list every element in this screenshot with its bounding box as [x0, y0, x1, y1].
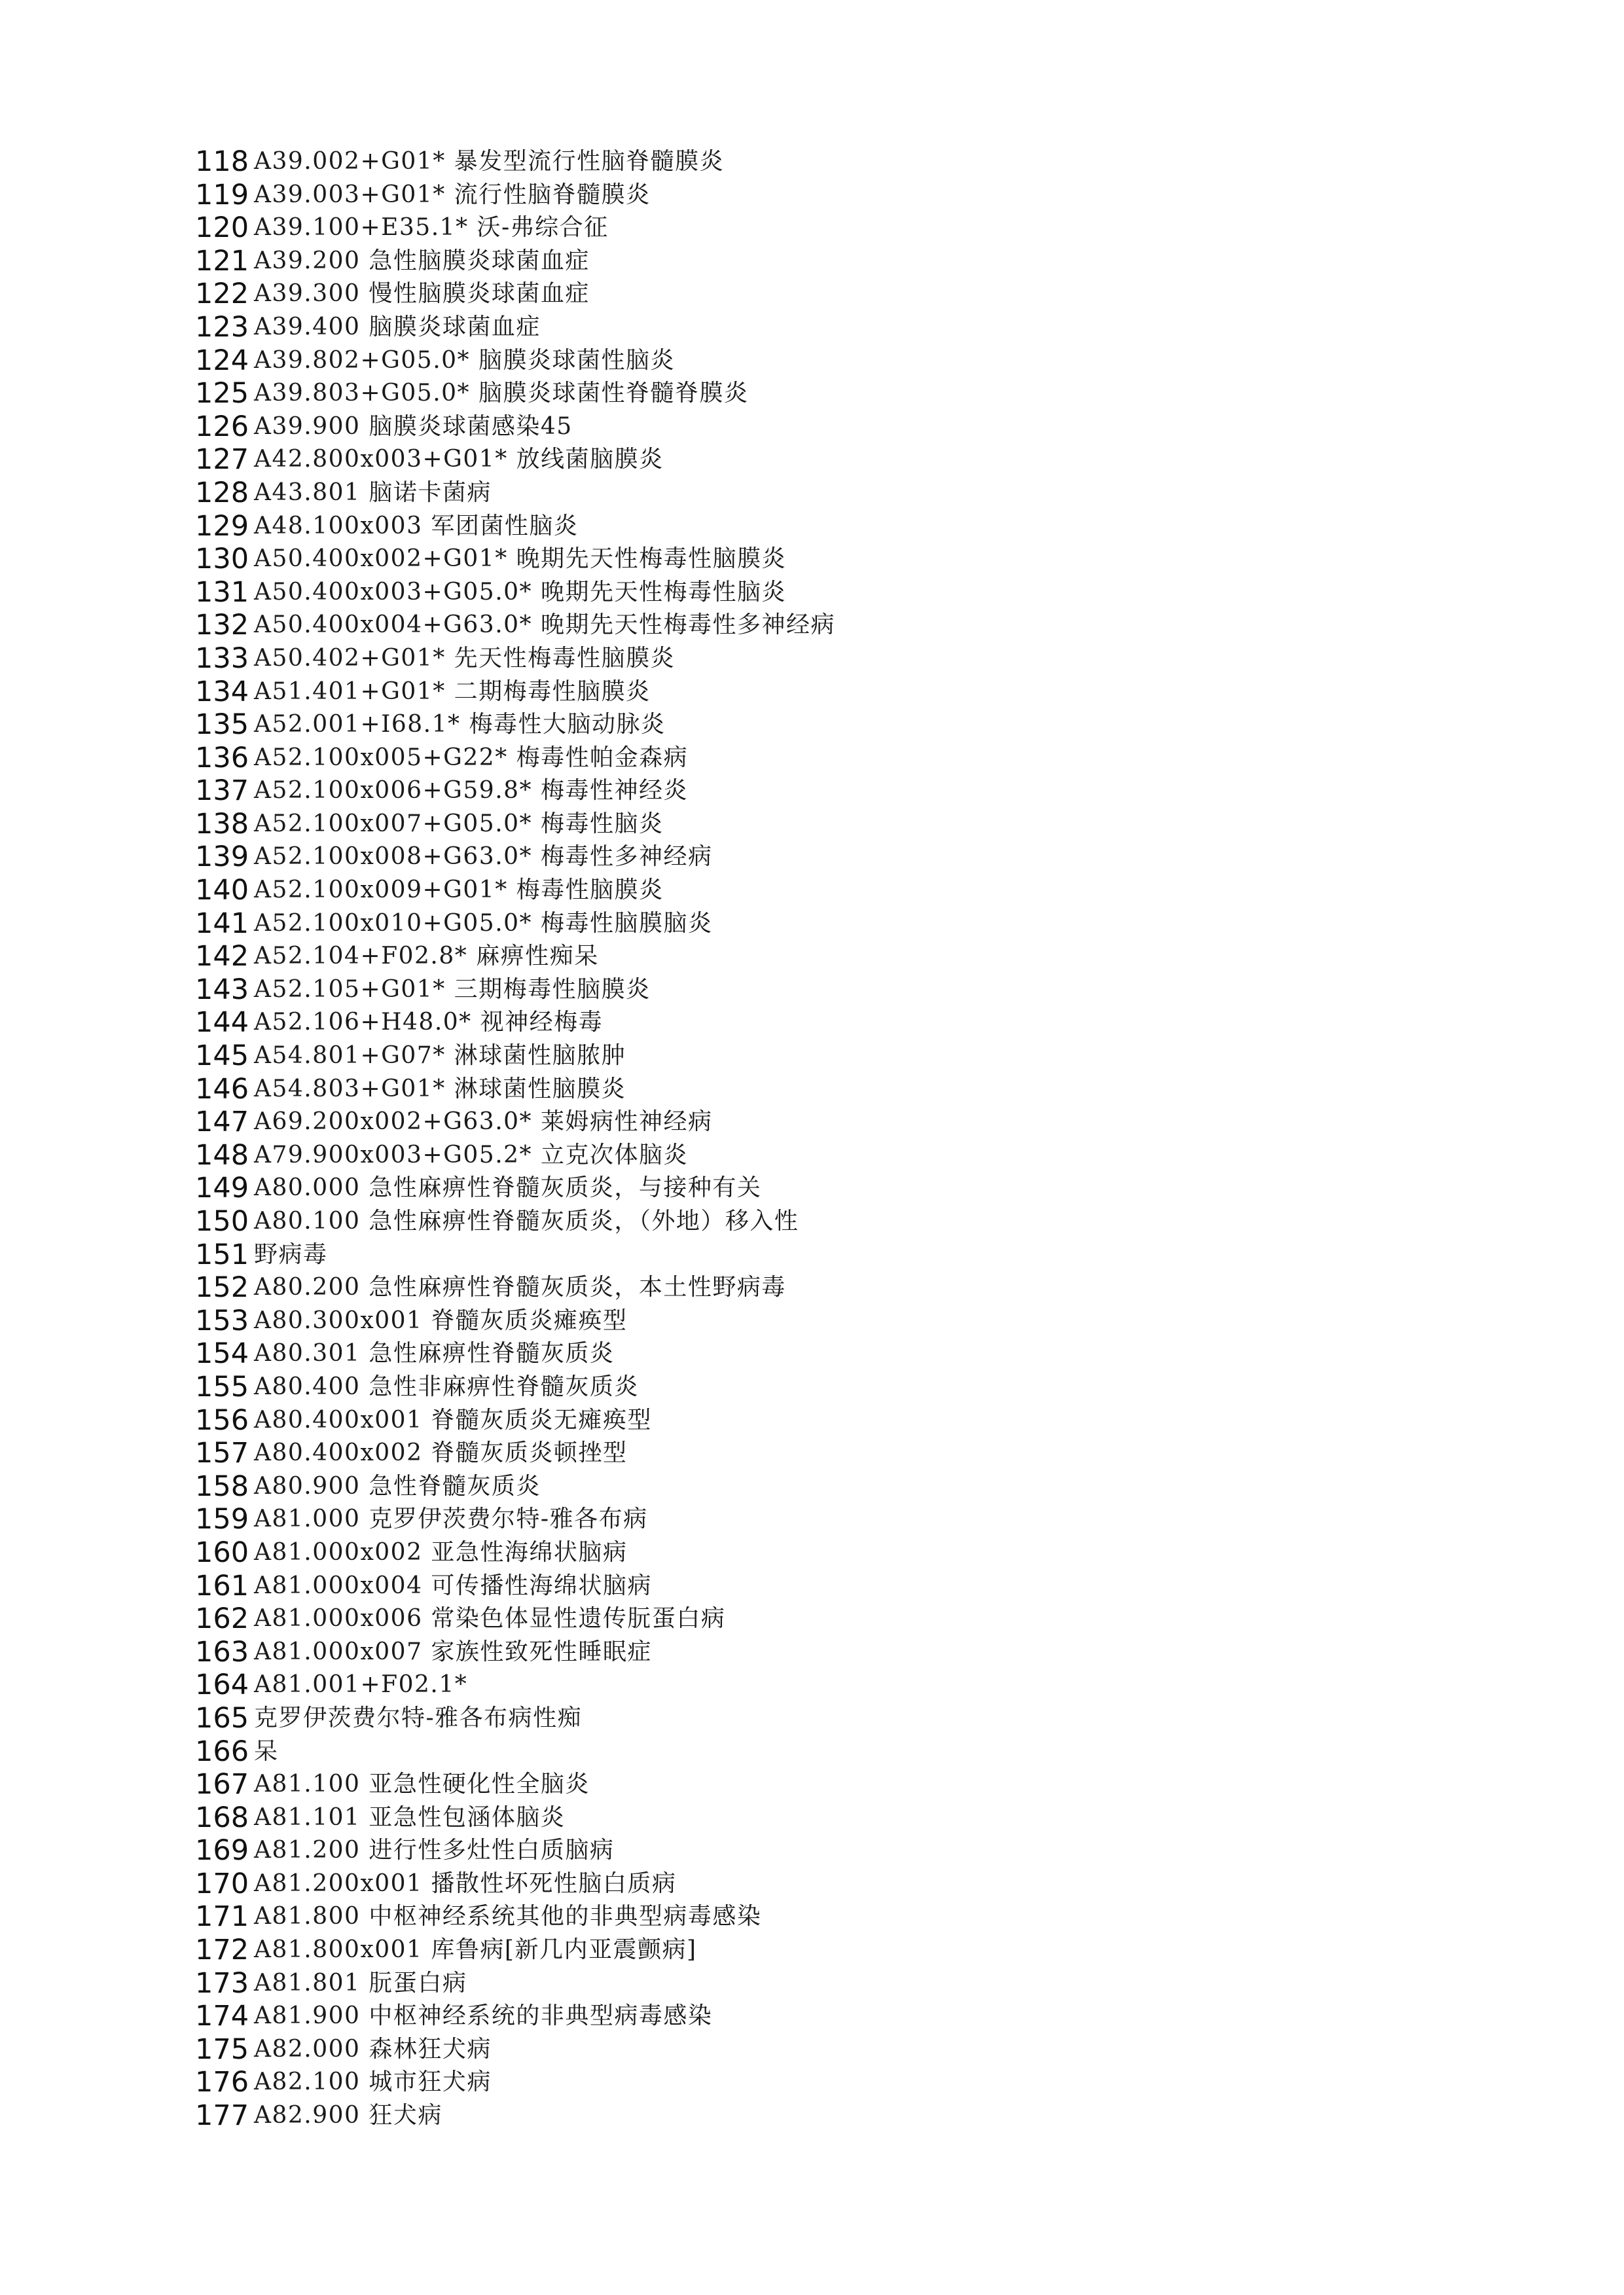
list-item: [195, 1868, 835, 1901]
line-number: 127: [195, 443, 249, 477]
line-number: 142: [195, 940, 249, 973]
diagnosis-entry-text: A80.200 急性麻痹性脊髓灰质炎，本土性野病毒: [254, 1274, 786, 1301]
list-item: [195, 609, 835, 642]
list-item: [195, 1768, 835, 1801]
diagnosis-entry-text: A52.100x006+G59.8* 梅毒性神经炎: [254, 777, 689, 804]
list-item: [195, 1073, 835, 1106]
list-item: [195, 1669, 835, 1702]
diagnosis-entry-text: A80.400 急性非麻痹性脊髓灰质炎: [254, 1373, 639, 1400]
line-number: 163: [195, 1635, 249, 1669]
line-number: 120: [195, 211, 249, 245]
diagnosis-entry-text: A52.001+I68.1* 梅毒性大脑动脉炎: [254, 711, 666, 738]
line-number: 140: [195, 874, 249, 907]
line-number: 141: [195, 907, 249, 940]
list-item: [195, 840, 835, 874]
diagnosis-entry-text: A52.100x005+G22* 梅毒性帕金森病: [254, 744, 689, 771]
line-number: 134: [195, 675, 249, 708]
diagnosis-entry-text: A39.003+G01* 流行性脑脊髓膜炎: [254, 181, 651, 208]
line-number: 138: [195, 807, 249, 840]
list-item: [195, 510, 835, 543]
list-item: [195, 1371, 835, 1404]
line-number: 161: [195, 1569, 249, 1602]
line-number: 145: [195, 1039, 249, 1073]
line-number: 139: [195, 840, 249, 874]
diagnosis-entry-text: A81.200x001 播散性坏死性脑白质病: [254, 1870, 677, 1897]
diagnosis-entry-text: A39.400 脑膜炎球菌血症: [254, 313, 541, 340]
list-item: [195, 742, 835, 775]
line-number: 157: [195, 1437, 249, 1470]
line-number: 122: [195, 278, 249, 311]
line-number: 162: [195, 1602, 249, 1636]
list-item: [195, 1536, 835, 1570]
diagnosis-entry-text: A52.100x007+G05.0* 梅毒性脑炎: [254, 810, 664, 837]
line-number: 165: [195, 1701, 249, 1735]
diagnosis-entry-text: A39.802+G05.0* 脑膜炎球菌性脑炎: [254, 346, 675, 374]
line-number: 164: [195, 1669, 249, 1702]
diagnosis-entry-text: A81.900 中枢神经系统的非典型病毒感染: [254, 2002, 713, 2030]
diagnosis-entry-text: 呆: [254, 1737, 279, 1765]
diagnosis-entry-text: A69.200x002+G63.0* 莱姆病性神经病: [254, 1108, 713, 1136]
list-item: [195, 576, 835, 609]
line-number: 136: [195, 741, 249, 774]
diagnosis-entry-text: A81.801 朊蛋白病: [254, 1969, 467, 1997]
line-number: 132: [195, 609, 249, 642]
list-item: [195, 1139, 835, 1172]
list-item: [195, 179, 835, 212]
line-number: 125: [195, 377, 249, 410]
list-item: [195, 2066, 835, 2099]
diagnosis-entry-text: A43.801 脑诺卡菌病: [254, 479, 492, 506]
list-item: [195, 2099, 835, 2133]
line-number: 118: [195, 145, 249, 178]
diagnosis-entry-text: A80.900 急性脊髓灰质炎: [254, 1472, 541, 1500]
diagnosis-code-list: [195, 145, 835, 2133]
diagnosis-entry-text: A39.803+G05.0* 脑膜炎球菌性脊髓脊膜炎: [254, 380, 749, 407]
line-number: 174: [195, 2000, 249, 2033]
diagnosis-entry-text: A51.401+G01* 二期梅毒性脑膜炎: [254, 678, 651, 705]
list-item: [195, 1470, 835, 1504]
diagnosis-entry-text: A39.200 急性脑膜炎球菌血症: [254, 247, 590, 274]
line-number: 160: [195, 1536, 249, 1569]
line-number: 173: [195, 1966, 249, 2000]
diagnosis-entry-text: A80.301 急性麻痹性脊髓灰质炎: [254, 1340, 615, 1367]
line-number: 130: [195, 543, 249, 576]
diagnosis-entry-text: A81.200 进行性多灶性白质脑病: [254, 1837, 615, 1864]
diagnosis-entry-text: A80.400x002 脊髓灰质炎顿挫型: [254, 1439, 628, 1467]
line-number: 124: [195, 344, 249, 377]
line-number: 167: [195, 1768, 249, 1801]
list-item: [195, 774, 835, 808]
line-number: 148: [195, 1138, 249, 1172]
line-number: 175: [195, 2033, 249, 2066]
diagnosis-entry-text: A52.100x009+G01* 梅毒性脑膜炎: [254, 876, 664, 904]
list-item: [195, 211, 835, 245]
diagnosis-entry-text: A81.000x004 可传播性海绵状脑病: [254, 1572, 652, 1599]
line-number: 155: [195, 1370, 249, 1403]
line-number: 133: [195, 642, 249, 675]
line-number: 147: [195, 1106, 249, 1139]
line-number: 149: [195, 1172, 249, 1205]
diagnosis-entry-text: A50.400x003+G05.0* 晚期先天性梅毒性脑炎: [254, 578, 787, 605]
list-item: [195, 2000, 835, 2033]
diagnosis-entry-text: A39.002+G01* 暴发型流行性脑脊髓膜炎: [254, 148, 725, 175]
list-item: [195, 1934, 835, 1967]
line-number: 176: [195, 2066, 249, 2099]
line-number: 153: [195, 1304, 249, 1337]
diagnosis-entry-text: A81.000x007 家族性致死性睡眠症: [254, 1638, 652, 1665]
diagnosis-entry-text: A81.000x002 亚急性海绵状脑病: [254, 1538, 628, 1566]
list-item: [195, 278, 835, 311]
list-item: [195, 1437, 835, 1470]
line-number: 168: [195, 1801, 249, 1834]
line-number: 126: [195, 410, 249, 443]
diagnosis-entry-text: A52.100x010+G05.0* 梅毒性脑膜脑炎: [254, 909, 713, 937]
list-item: [195, 676, 835, 709]
line-number: 131: [195, 575, 249, 609]
line-number: 171: [195, 1900, 249, 1934]
diagnosis-entry-text: A52.106+H48.0* 视神经梅毒: [254, 1009, 604, 1036]
line-number: 169: [195, 1834, 249, 1868]
diagnosis-entry-text: A81.101 亚急性包涵体脑炎: [254, 1803, 566, 1831]
diagnosis-entry-text: A81.001+F02.1*: [254, 1671, 468, 1699]
line-number: 151: [195, 1238, 249, 1271]
line-number: 170: [195, 1867, 249, 1900]
list-item: [195, 1172, 835, 1205]
list-item: [195, 907, 835, 941]
diagnosis-entry-text: A50.402+G01* 先天性梅毒性脑膜炎: [254, 644, 676, 672]
list-item: [195, 1106, 835, 1139]
line-number: 152: [195, 1271, 249, 1305]
list-item: [195, 1834, 835, 1868]
list-item: [195, 410, 835, 444]
diagnosis-entry-text: 克罗伊茨费尔特-雅各布病性痴: [254, 1704, 583, 1731]
diagnosis-entry-text: A80.300x001 脊髓灰质炎瘫痪型: [254, 1307, 628, 1334]
line-number: 143: [195, 973, 249, 1006]
line-number: 137: [195, 774, 249, 808]
list-item: [195, 1205, 835, 1238]
diagnosis-entry-text: A39.100+E35.1* 沃-弗综合征: [254, 214, 609, 242]
list-item: [195, 1337, 835, 1371]
list-item: [195, 1570, 835, 1603]
list-item: [195, 1503, 835, 1536]
diagnosis-entry-text: A82.000 森林狂犬病: [254, 2035, 492, 2063]
diagnosis-entry-text: A81.800x001 库鲁病[新几内亚震颤病]: [254, 1936, 697, 1964]
diagnosis-entry-text: A82.100 城市狂犬病: [254, 2069, 492, 2096]
diagnosis-entry-text: A79.900x003+G05.2* 立克次体脑炎: [254, 1141, 689, 1168]
line-number: 172: [195, 1934, 249, 1967]
list-item: [195, 1305, 835, 1338]
list-item: [195, 2033, 835, 2067]
diagnosis-entry-text: A81.000 克罗伊茨费尔特-雅各布病: [254, 1506, 648, 1533]
list-item: [195, 940, 835, 973]
list-item: [195, 145, 835, 179]
list-item: [195, 1238, 835, 1272]
list-item: [195, 973, 835, 1007]
list-item: [195, 1735, 835, 1769]
diagnosis-entry-text: A80.000 急性麻痹性脊髓灰质炎，与接种有关: [254, 1174, 762, 1202]
diagnosis-entry-text: A39.300 慢性脑膜炎球菌血症: [254, 280, 590, 308]
diagnosis-entry-text: A80.100 急性麻痹性脊髓灰质炎，（外地）移入性: [254, 1208, 799, 1235]
diagnosis-entry-text: A52.104+F02.8* 麻痹性痴呆: [254, 943, 599, 970]
diagnosis-entry-text: A81.100 亚急性硬化性全脑炎: [254, 1771, 590, 1798]
list-item: [195, 443, 835, 477]
list-item: [195, 642, 835, 676]
line-number: 159: [195, 1503, 249, 1536]
list-item: [195, 874, 835, 907]
line-number: 129: [195, 509, 249, 543]
list-item: [195, 1636, 835, 1669]
list-item: [195, 311, 835, 344]
list-item: [195, 1404, 835, 1437]
list-item: [195, 1602, 835, 1636]
line-number: 177: [195, 2099, 249, 2133]
list-item: [195, 1702, 835, 1735]
list-item: [195, 344, 835, 378]
diagnosis-entry-text: A80.400x001 脊髓灰质炎无瘫痪型: [254, 1406, 652, 1434]
list-item: [195, 1039, 835, 1073]
list-item: [195, 708, 835, 742]
list-item: [195, 1006, 835, 1039]
diagnosis-entry-text: A52.105+G01* 三期梅毒性脑膜炎: [254, 975, 651, 1003]
diagnosis-entry-text: A81.000x006 常染色体显性遗传朊蛋白病: [254, 1605, 726, 1633]
line-number: 146: [195, 1072, 249, 1106]
list-item: [195, 543, 835, 576]
diagnosis-entry-text: A82.900 狂犬病: [254, 2102, 442, 2129]
diagnosis-entry-text: A81.800 中枢神经系统其他的非典型病毒感染: [254, 1903, 762, 1930]
diagnosis-entry-text: A48.100x003 军团菌性脑炎: [254, 512, 579, 539]
diagnosis-entry-text: A50.400x004+G63.0* 晚期先天性梅毒性多神经病: [254, 611, 836, 639]
list-item: [195, 1801, 835, 1835]
line-number: 128: [195, 476, 249, 509]
line-number: 166: [195, 1735, 249, 1768]
list-item: [195, 1967, 835, 2000]
list-item: [195, 377, 835, 410]
list-item: [195, 477, 835, 510]
diagnosis-entry-text: 野病毒: [254, 1240, 328, 1268]
line-number: 119: [195, 178, 249, 211]
line-number: 150: [195, 1205, 249, 1238]
line-number: 144: [195, 1006, 249, 1039]
diagnosis-entry-text: A50.400x002+G01* 晚期先天性梅毒性脑膜炎: [254, 545, 787, 573]
list-item: [195, 245, 835, 278]
diagnosis-entry-text: A52.100x008+G63.0* 梅毒性多神经病: [254, 843, 713, 871]
diagnosis-entry-text: A39.900 脑膜炎球菌感染45: [254, 412, 573, 440]
diagnosis-entry-text: A42.800x003+G01* 放线菌脑膜炎: [254, 446, 664, 473]
line-number: 158: [195, 1470, 249, 1503]
line-number: 123: [195, 310, 249, 344]
line-number: 121: [195, 244, 249, 278]
list-item: [195, 1271, 835, 1305]
list-item: [195, 1900, 835, 1934]
line-number: 156: [195, 1403, 249, 1437]
diagnosis-entry-text: A54.803+G01* 淋球菌性脑膜炎: [254, 1075, 626, 1102]
diagnosis-entry-text: A54.801+G07* 淋球菌性脑脓肿: [254, 1042, 626, 1070]
line-number: 154: [195, 1337, 249, 1371]
line-number: 135: [195, 708, 249, 742]
list-item: [195, 808, 835, 841]
